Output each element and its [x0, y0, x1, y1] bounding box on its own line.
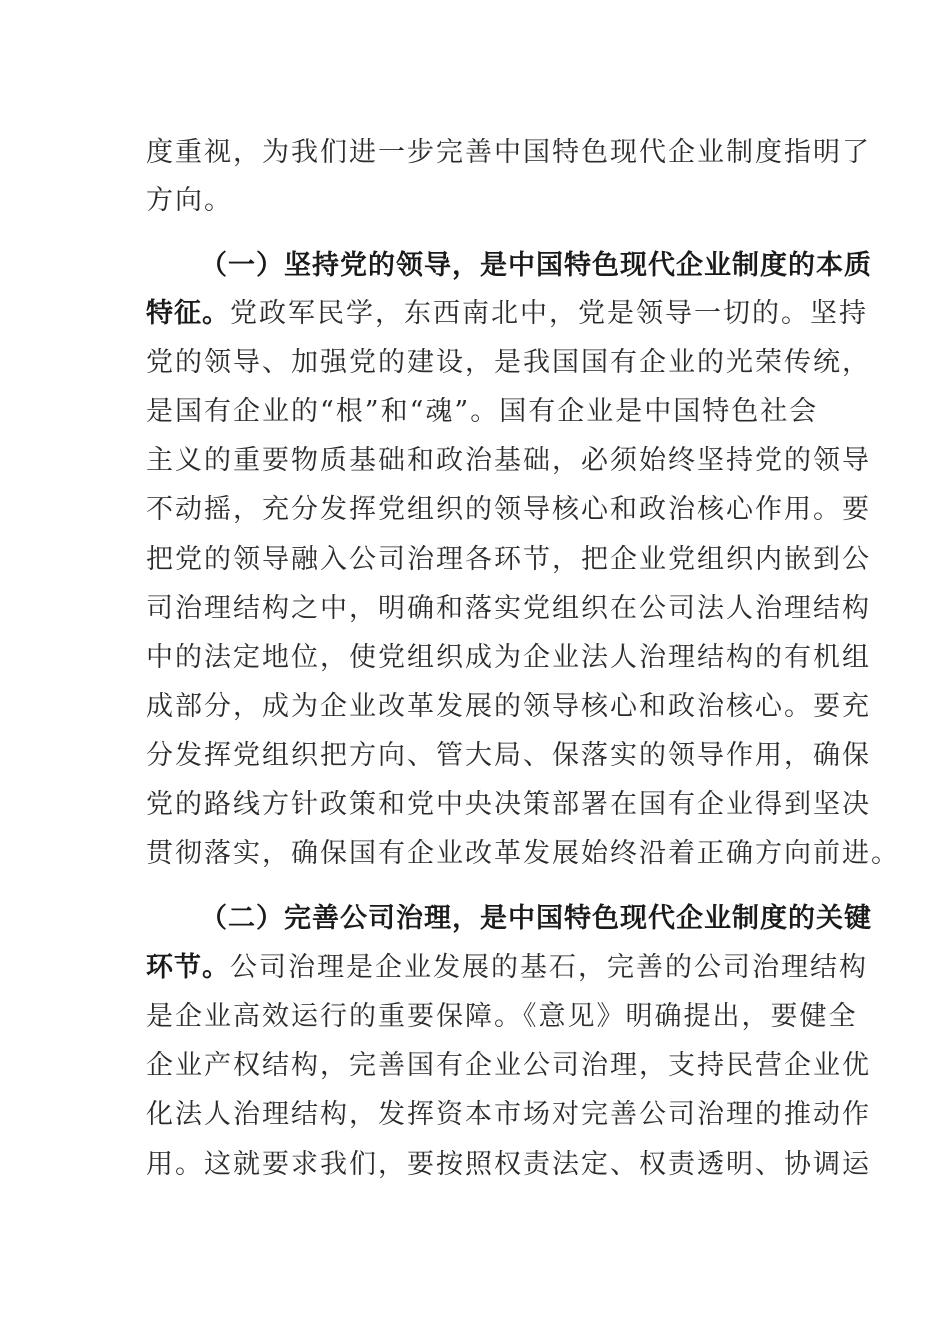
paragraph-line: 不动摇，充分发挥党组织的领导核心和政治核心作用。要 [146, 494, 871, 525]
paragraph-line: 中的法定地位，使党组织成为企业法人治理结构的有机组 [146, 642, 871, 673]
paragraph-line: 分发挥党组织把方向、管大局、保落实的领导作用，确保 [146, 740, 871, 771]
paragraph-line: 贯彻落实，确保国有企业改革发展始终沿着正确方向前进。 [146, 838, 900, 869]
paragraph-line: 成部分，成为企业改革发展的领导核心和政治核心。要充 [146, 691, 871, 722]
section-heading-tail: 特征。 [146, 298, 230, 329]
paragraph-line: 主义的重要物质基础和政治基础，必须始终坚持党的领导 [146, 445, 871, 476]
paragraph-line: 用。这就要求我们，要按照权责法定、权责透明、协调运 [146, 1149, 871, 1180]
paragraph-line [146, 948, 868, 988]
paragraph-text: 党政军民学，东西南北中，党是领导一切的。坚持 [230, 298, 868, 329]
paragraph-line: 把党的领导融入公司治理各环节，把企业党组织内嵌到公 [146, 544, 871, 575]
paragraph-line: 是企业高效运行的重要保障。《意见》明确提出，要健全 [146, 1001, 858, 1032]
paragraph-line: 是国有企业的“根”和“魂”。国有企业是中国特色社会 [146, 396, 819, 427]
section-heading: （二）完善公司治理，是中国特色现代企业制度的关键 [200, 903, 872, 934]
paragraph-line: 度重视，为我们进一步完善中国特色现代企业制度指明了 [146, 137, 871, 168]
paragraph-line: 方向。 [146, 185, 233, 216]
paragraph-line: 化法人治理结构，发挥资本市场对完善公司治理的推动作 [146, 1099, 871, 1130]
section-heading: （一）坚持党的领导，是中国特色现代企业制度的本质 [200, 250, 872, 281]
paragraph-line: 司治理结构之中，明确和落实党组织在公司法人治理结构 [146, 593, 871, 624]
paragraph-text: 公司治理是企业发展的基石，完善的公司治理结构 [230, 952, 868, 983]
paragraph-line: 企业产权结构，完善国有企业公司治理，支持民营企业优 [146, 1050, 871, 1081]
paragraph-line: 党的领导、加强党的建设，是我国国有企业的光荣传统， [146, 347, 871, 378]
section-heading-tail: 环节。 [146, 952, 230, 983]
paragraph-line [146, 294, 868, 334]
paragraph-line: 党的路线方针政策和党中央决策部署在国有企业得到坚决 [146, 789, 871, 820]
